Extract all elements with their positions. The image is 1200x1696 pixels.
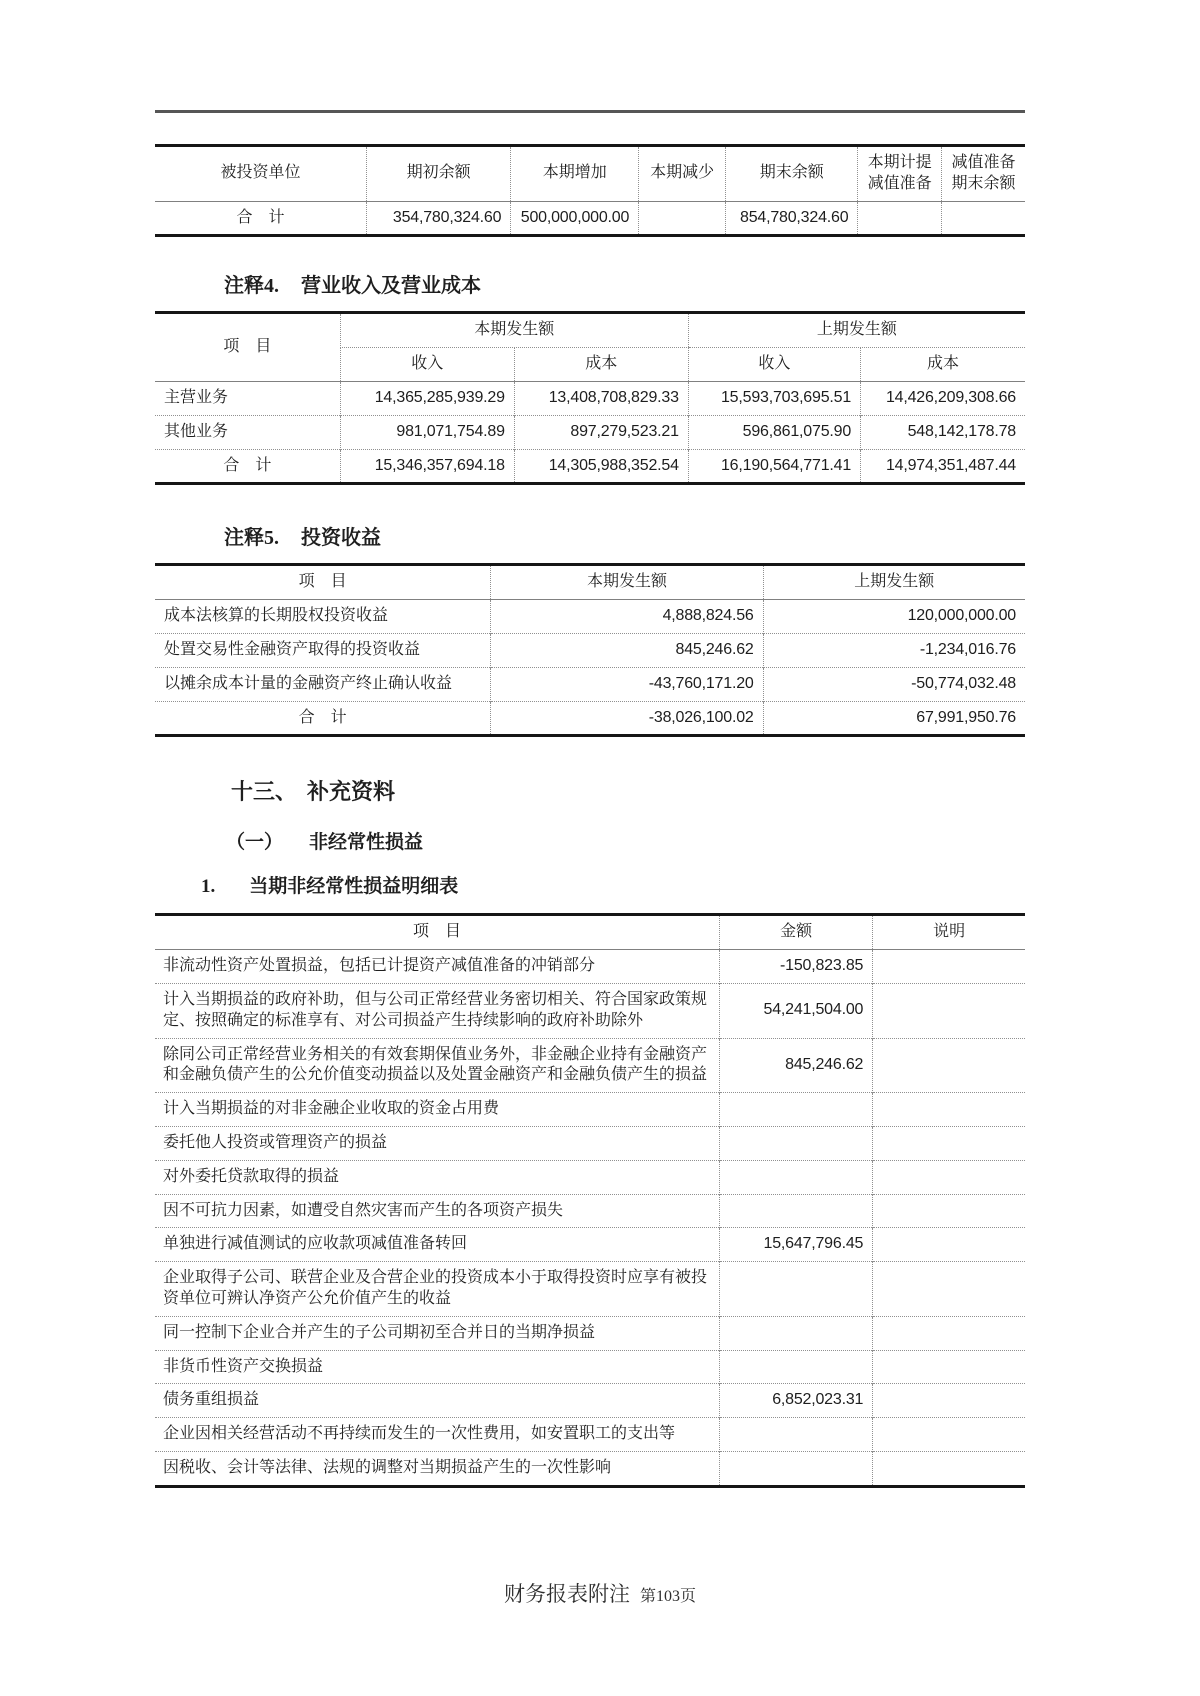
cell-impairment-provision	[858, 201, 942, 236]
table-row	[155, 381, 1025, 415]
cell-prior-income: 16,190,564,771.41	[688, 449, 860, 484]
section13-no: 十三、	[231, 779, 298, 805]
col-item: 项 目	[155, 915, 720, 950]
footer-title: 财务报表附注	[503, 1582, 630, 1606]
cell-note	[873, 1038, 1025, 1093]
table-row	[155, 1316, 1025, 1350]
cell-amount	[720, 1418, 873, 1452]
cell-period-increase: 500,000,000.00	[511, 201, 639, 236]
table-row	[155, 1350, 1025, 1384]
col-current-income: 收入	[340, 348, 514, 382]
cell-total-label: 合 计	[155, 449, 340, 484]
cell-prior-cost: 14,974,351,487.44	[861, 449, 1025, 484]
table-row	[155, 667, 1025, 701]
col-current-cost: 成本	[514, 348, 688, 382]
section13-item-no: 1.	[201, 876, 216, 898]
cell-item: 非流动性资产处置损益，包括已计提资产减值准备的冲销部分	[155, 950, 720, 984]
table-row	[155, 1194, 1025, 1228]
col-current-period: 本期发生额	[340, 313, 688, 348]
col-item: 项 目	[155, 565, 491, 600]
table-row	[155, 600, 1025, 634]
table-row	[155, 1228, 1025, 1262]
cell-note	[873, 950, 1025, 984]
table-row	[155, 633, 1025, 667]
table-row	[155, 1262, 1025, 1317]
table-row	[155, 415, 1025, 449]
section13-sub-no: （一）	[226, 832, 284, 854]
col-opening-balance: 期初余额	[366, 146, 510, 202]
cell-item: 单独进行减值测试的应收款项减值准备转回	[155, 1228, 720, 1262]
cell-item: 成本法核算的长期股权投资收益	[155, 600, 491, 634]
note5-title	[224, 521, 1025, 550]
cell-amount	[720, 1126, 873, 1160]
note4-title	[224, 269, 1025, 298]
cell-impairment-closing	[941, 201, 1025, 236]
table-row	[155, 950, 1025, 984]
table-row-total	[155, 201, 1025, 236]
table-row	[155, 983, 1025, 1038]
section13-title: 补充资料	[307, 779, 396, 805]
cell-note	[873, 1228, 1025, 1262]
col-prior-period: 上期发生额	[763, 565, 1025, 600]
cell-amount: 6,852,023.31	[720, 1384, 873, 1418]
col-period-increase: 本期增加	[511, 146, 639, 202]
cell-current-amount: 4,888,824.56	[491, 600, 763, 634]
nonrecurring-items-table	[155, 913, 1025, 1487]
table-row	[155, 1093, 1025, 1127]
cell-note	[873, 1316, 1025, 1350]
cell-item: 对外委托贷款取得的损益	[155, 1160, 720, 1194]
col-prior-period: 上期发生额	[688, 313, 1025, 348]
cell-amount: 845,246.62	[720, 1038, 873, 1093]
cell-item: 企业因相关经营活动不再持续而发生的一次性费用，如安置职工的支出等	[155, 1418, 720, 1452]
cell-amount	[720, 1316, 873, 1350]
cell-item: 同一控制下企业合并产生的子公司期初至合并日的当期净损益	[155, 1316, 720, 1350]
cell-current-amount: -43,760,171.20	[491, 667, 763, 701]
cell-item: 非货币性资产交换损益	[155, 1350, 720, 1384]
cell-item: 主营业务	[155, 381, 340, 415]
col-amount: 金额	[720, 915, 873, 950]
cell-note	[873, 1194, 1025, 1228]
col-prior-income: 收入	[688, 348, 860, 382]
cell-current-income: 981,071,754.89	[340, 415, 514, 449]
note5-text: 投资收益	[301, 527, 381, 550]
cell-current-cost: 14,305,988,352.54	[514, 449, 688, 484]
cell-current-cost: 13,408,708,829.33	[514, 381, 688, 415]
section13-sub-title: 非经常性损益	[309, 832, 424, 854]
top-rule	[155, 110, 1025, 113]
cell-prior-amount: -1,234,016.76	[763, 633, 1025, 667]
cell-note	[873, 1418, 1025, 1452]
cell-amount	[720, 1451, 873, 1486]
cell-prior-amount: -50,774,032.48	[763, 667, 1025, 701]
page-footer	[0, 1578, 1200, 1608]
cell-period-decrease	[639, 201, 726, 236]
cell-note	[873, 983, 1025, 1038]
cell-amount	[720, 1194, 873, 1228]
table-header-row	[155, 915, 1025, 950]
cell-current-income: 14,365,285,939.29	[340, 381, 514, 415]
table-row	[155, 1038, 1025, 1093]
cell-total-label: 合 计	[155, 701, 491, 736]
section13-item-heading	[201, 871, 1025, 898]
page-content	[155, 110, 1025, 1488]
cell-note	[873, 1384, 1025, 1418]
cell-current-income: 15,346,357,694.18	[340, 449, 514, 484]
cell-amount	[720, 1350, 873, 1384]
table-header-row	[155, 146, 1025, 202]
revenue-cost-table	[155, 311, 1025, 485]
cell-current-cost: 897,279,523.21	[514, 415, 688, 449]
cell-total-label: 合 计	[155, 201, 366, 236]
table-row-total	[155, 449, 1025, 484]
note4-text: 营业收入及营业成本	[301, 275, 481, 298]
section13-heading	[231, 775, 1025, 806]
note5-label: 注释5.	[224, 527, 279, 550]
cell-amount: 54,241,504.00	[720, 983, 873, 1038]
cell-item: 其他业务	[155, 415, 340, 449]
cell-amount	[720, 1262, 873, 1317]
cell-item: 因不可抗力因素，如遭受自然灾害而产生的各项资产损失	[155, 1194, 720, 1228]
cell-item: 计入当期损益的对非金融企业收取的资金占用费	[155, 1093, 720, 1127]
col-impairment-provision: 本期计提减值准备	[858, 146, 942, 202]
cell-item: 处置交易性金融资产取得的投资收益	[155, 633, 491, 667]
col-item: 项 目	[155, 313, 340, 382]
cell-amount: -150,823.85	[720, 950, 873, 984]
col-current-period: 本期发生额	[491, 565, 763, 600]
table-row	[155, 1126, 1025, 1160]
cell-item: 债务重组损益	[155, 1384, 720, 1418]
cell-item: 委托他人投资或管理资产的损益	[155, 1126, 720, 1160]
cell-note	[873, 1126, 1025, 1160]
cell-amount: 15,647,796.45	[720, 1228, 873, 1262]
section13-item-title: 当期非经常性损益明细表	[249, 876, 459, 898]
investment-income-table	[155, 563, 1025, 737]
cell-note	[873, 1451, 1025, 1486]
footer-page-number: 第103页	[639, 1588, 696, 1605]
section13-subheading	[226, 827, 1025, 854]
table-row	[155, 1384, 1025, 1418]
cell-prior-income: 15,593,703,695.51	[688, 381, 860, 415]
cell-current-amount: -38,026,100.02	[491, 701, 763, 736]
col-prior-cost: 成本	[861, 348, 1025, 382]
table-header-row	[155, 565, 1025, 600]
cell-note	[873, 1093, 1025, 1127]
cell-item: 因税收、会计等法律、法规的调整对当期损益产生的一次性影响	[155, 1451, 720, 1486]
table-row-total	[155, 701, 1025, 736]
cell-prior-amount: 67,991,950.76	[763, 701, 1025, 736]
table-row	[155, 1418, 1025, 1452]
invested-units-table	[155, 144, 1025, 237]
cell-item: 计入当期损益的政府补助，但与公司正常经营业务密切相关、符合国家政策规定、按照确定的标准享有、对公司损益产生持续影响的政府补助除外	[155, 983, 720, 1038]
col-note: 说明	[873, 915, 1025, 950]
col-invested-unit: 被投资单位	[155, 146, 366, 202]
cell-item: 企业取得子公司、联营企业及合营企业的投资成本小于取得投资时应享有被投资单位可辨认净资产公允价值产生的收益	[155, 1262, 720, 1317]
cell-note	[873, 1262, 1025, 1317]
table-row	[155, 1160, 1025, 1194]
cell-current-amount: 845,246.62	[491, 633, 763, 667]
cell-prior-income: 596,861,075.90	[688, 415, 860, 449]
cell-note	[873, 1350, 1025, 1384]
col-period-decrease: 本期减少	[639, 146, 726, 202]
cell-note	[873, 1160, 1025, 1194]
cell-closing-balance: 854,780,324.60	[726, 201, 858, 236]
table-row	[155, 1451, 1025, 1486]
cell-item: 除同公司正常经营业务相关的有效套期保值业务外，非金融企业持有金融资产和金融负债产生的公允价值变动损益以及处置金融资产和金融负债产生的损益	[155, 1038, 720, 1093]
cell-prior-amount: 120,000,000.00	[763, 600, 1025, 634]
cell-opening-balance: 354,780,324.60	[366, 201, 510, 236]
note4-label: 注释4.	[224, 275, 279, 298]
cell-item: 以摊余成本计量的金融资产终止确认收益	[155, 667, 491, 701]
cell-prior-cost: 14,426,209,308.66	[861, 381, 1025, 415]
cell-amount	[720, 1160, 873, 1194]
cell-prior-cost: 548,142,178.78	[861, 415, 1025, 449]
table-group-header-row	[155, 313, 1025, 348]
col-closing-balance: 期末余额	[726, 146, 858, 202]
cell-amount	[720, 1093, 873, 1127]
col-impairment-closing: 减值准备期末余额	[941, 146, 1025, 202]
